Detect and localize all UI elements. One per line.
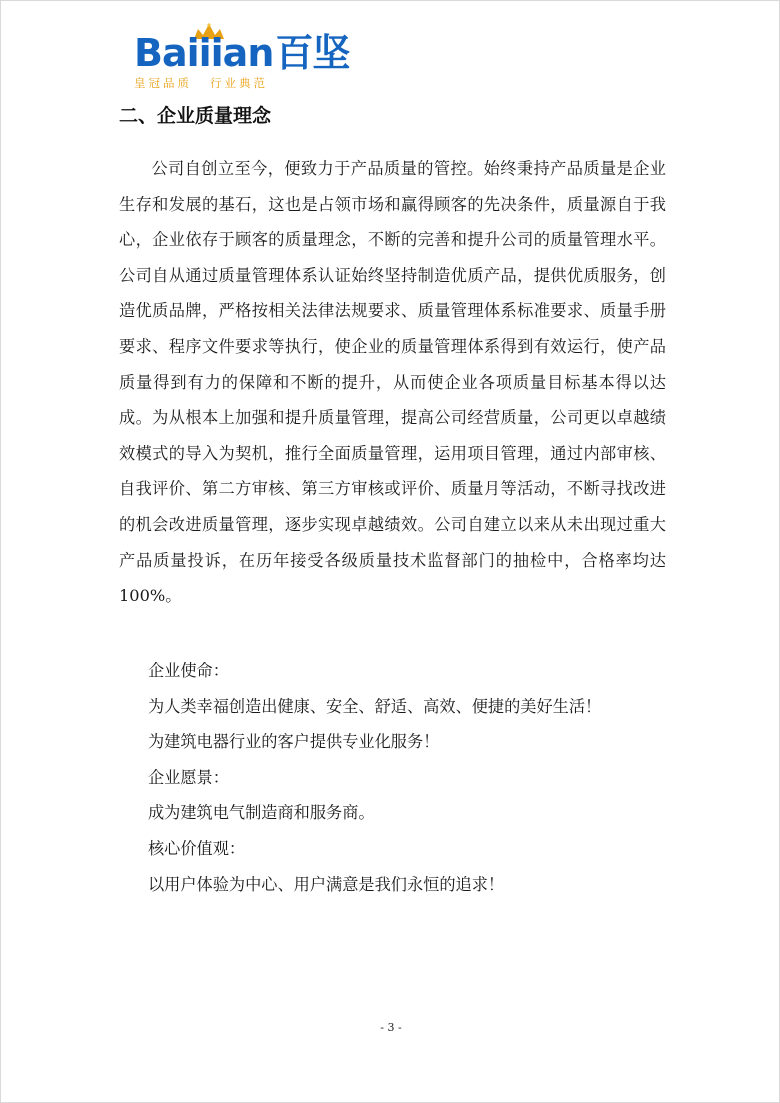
list-item: 企业使命：: [148, 661, 229, 680]
logo-brand-latin: Baiiian: [134, 31, 274, 75]
list-item: 成为建筑电气制造商和服务商。: [148, 803, 375, 823]
logo-slogan: [134, 75, 268, 91]
list-item: 以用户体验为中心、用户满意是我们永恒的追求！: [148, 874, 505, 894]
logo-slogan-right: 行业典范: [210, 76, 268, 90]
values-list: [148, 653, 668, 902]
company-logo: [134, 23, 394, 89]
page-number: - 3 -: [380, 1021, 402, 1034]
list-item: 企业愿景：: [148, 767, 229, 787]
list-item: 为人类幸福创造出健康、安全、舒适、高效、便捷的美好生活！: [148, 696, 602, 716]
logo-brand-cn: 百坚: [275, 31, 350, 75]
body-paragraph: 公司自创立至今，便致力于产品质量的管控。始终秉持产品质量是企业生存和发展的基石，这也是占领市场和赢得顾客的先决条件，质量源自于我心，企业依存于顾客的质量理念，不断的完善和提升公司的质量管理水平。公司自从通过质量管理体系认证始终坚持制造优质产品，提供优质服务，创造优质品牌，严格按相关法律法规要求、质量管理体系标准要求、质量手册要求、程序文件要求等执行，使企业的质量管理体系得到有效运行，使产品质量得到有力的保障和不断的提升，从而使企业各项质量目标基本得以达成。为从根本上加强和提升质量管理，提高公司经营质量，公司更以卓越绩效模式的导入为契机，推行全面质量管理，运用项目管理，通过内部审核、自我评价、第二方审核、第三方审核或评价、质量月等活动，不断寻找改进的机会改进质量管理，逐步实现卓越绩效。公司自建立以来从未出现过重大产品质量投诉，在历年接受各级质量技术监督部门的抽检中，合格率均达 100%。: [119, 159, 666, 606]
logo-wordmark: [134, 31, 349, 75]
section-title: 二、企业质量理念: [119, 105, 272, 127]
logo-slogan-left: 皇冠品质: [134, 76, 192, 90]
list-item: 核心价值观：: [148, 838, 246, 858]
list-item: 为建筑电器行业的客户提供专业化服务！: [148, 732, 440, 752]
